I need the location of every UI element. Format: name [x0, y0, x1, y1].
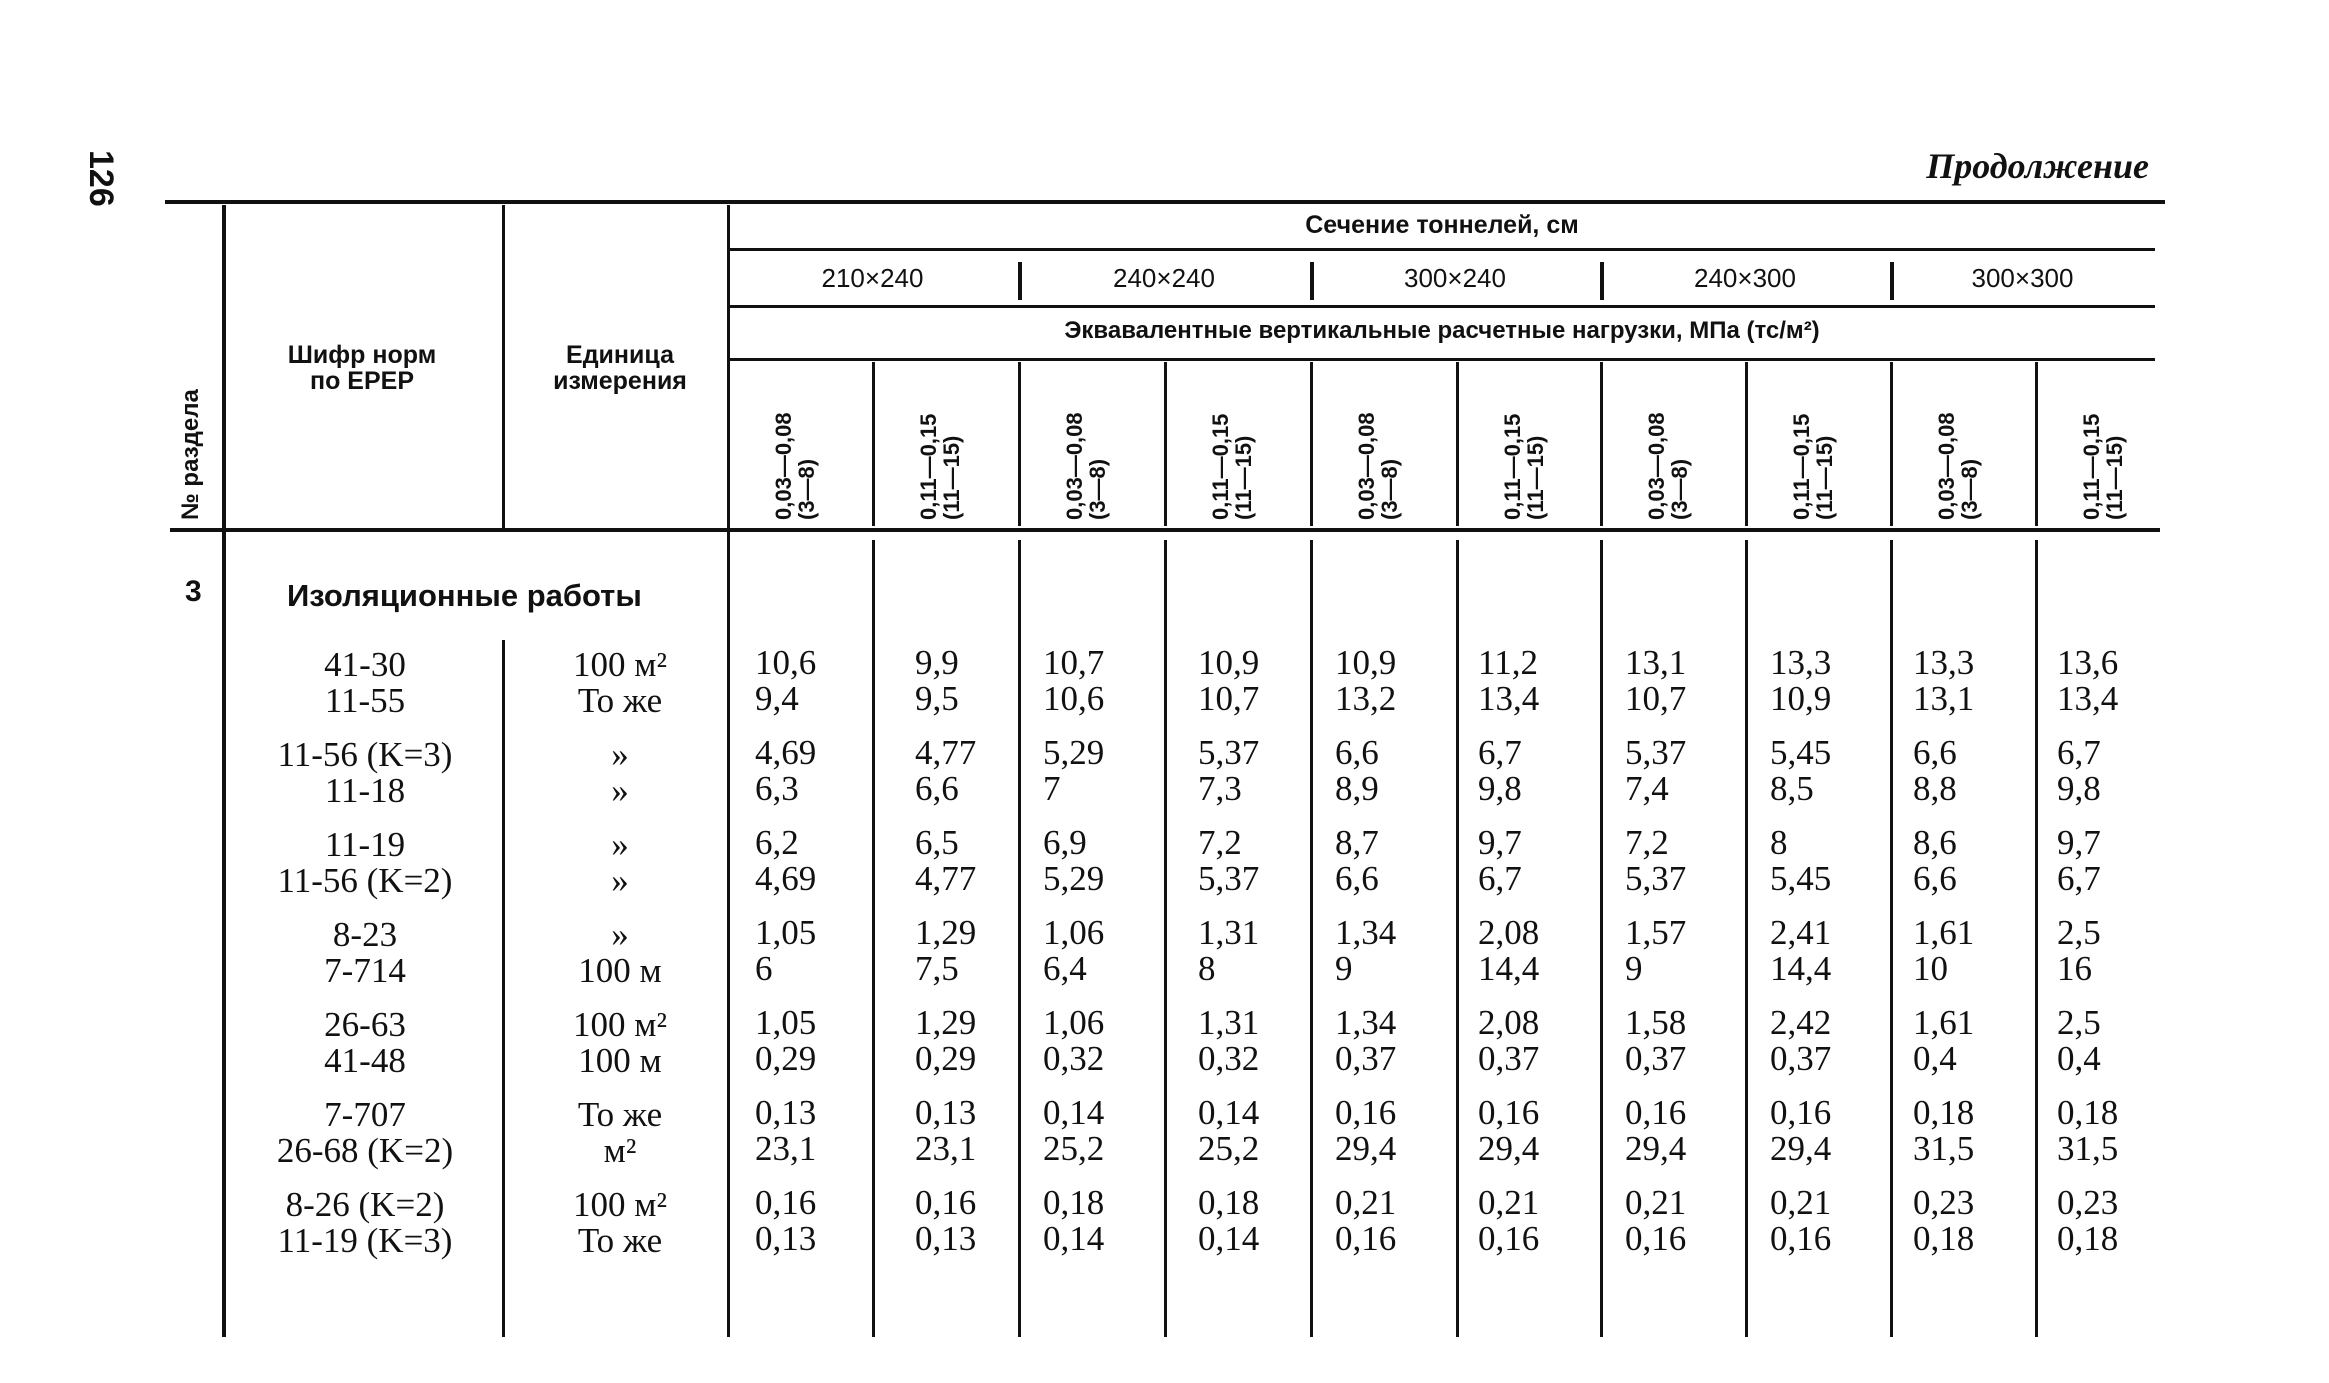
row-value: 0,16 [1770, 1219, 1832, 1258]
row-value: 1,06 [1043, 1003, 1105, 1042]
row-value: 13,3 [1770, 643, 1832, 682]
row-value: 14,4 [1478, 949, 1540, 988]
row-value: 5,29 [1043, 733, 1105, 772]
row-value: 10 [1913, 949, 1948, 988]
row-value: 5,37 [1625, 859, 1687, 898]
row-value: 1,31 [1198, 913, 1260, 952]
vrule-col-body [872, 540, 875, 1337]
row-unit: 100 м² [573, 1185, 667, 1224]
row-value: 5,45 [1770, 859, 1832, 898]
row-value: 6,7 [1478, 733, 1522, 772]
row-value: 29,4 [1625, 1129, 1687, 1168]
row-value: 1,34 [1335, 913, 1397, 952]
vrule-col [1890, 362, 1893, 526]
rule-header-bottom [170, 528, 2160, 532]
row-value: 0,16 [1335, 1093, 1397, 1132]
row-code: 11-19 [324, 825, 406, 864]
row-value: 1,29 [915, 913, 977, 952]
row-value: 5,37 [1198, 733, 1260, 772]
row-value: 14,4 [1770, 949, 1832, 988]
rule-sizes-bottom [727, 305, 2155, 308]
row-value: 2,08 [1478, 1003, 1540, 1042]
vrule-col-body [1745, 540, 1748, 1337]
row-value: 1,57 [1625, 913, 1687, 952]
vrule-code-top [502, 205, 505, 530]
vrule-col-body [1890, 540, 1893, 1337]
row-value: 5,45 [1770, 733, 1832, 772]
row-value: 0,16 [1478, 1093, 1540, 1132]
header-size: 300×240 [1404, 263, 1506, 293]
row-value: 0,16 [1625, 1219, 1687, 1258]
row-code: 7-714 [324, 951, 406, 990]
row-value: 4,77 [915, 859, 977, 898]
row-value: 31,5 [1913, 1129, 1975, 1168]
row-value: 9,9 [915, 643, 959, 682]
row-value: 0,18 [2057, 1219, 2119, 1258]
row-value: 9 [1625, 949, 1643, 988]
row-value: 8 [1198, 949, 1216, 988]
vrule-code-body [502, 640, 505, 1337]
rule-sizes-top [727, 248, 2155, 251]
row-value: 0,21 [1770, 1183, 1832, 1222]
row-unit: 100 м [578, 1041, 662, 1080]
row-value: 8,9 [1335, 769, 1379, 808]
row-value: 25,2 [1198, 1129, 1260, 1168]
row-value: 7 [1043, 769, 1061, 808]
row-value: 0,29 [755, 1039, 817, 1078]
row-value: 2,41 [1770, 913, 1832, 952]
row-value: 8,8 [1913, 769, 1957, 808]
row-value: 2,5 [2057, 1003, 2101, 1042]
vrule-col [1164, 362, 1167, 526]
row-value: 6,6 [1335, 733, 1379, 772]
row-unit: » [611, 825, 629, 864]
row-value: 31,5 [2057, 1129, 2119, 1168]
vrule-col-body [1018, 540, 1021, 1337]
row-value: 0,13 [915, 1219, 977, 1258]
row-code: 7-707 [324, 1095, 406, 1134]
row-code: 26-63 [324, 1005, 406, 1044]
header-load-range: 0,11—0,15 (11—15) [1789, 413, 1838, 520]
row-value: 0,37 [1478, 1039, 1540, 1078]
row-value: 0,14 [1198, 1093, 1260, 1132]
row-code: 11-56 (K=3) [277, 735, 453, 774]
row-value: 9,5 [915, 679, 959, 718]
row-value: 10,9 [1335, 643, 1397, 682]
row-value: 9,7 [2057, 823, 2101, 862]
row-value: 10,7 [1198, 679, 1260, 718]
continuation-label: Продолжение [1926, 146, 2149, 186]
vrule-col-body [1310, 540, 1313, 1337]
row-value: 0,4 [1913, 1039, 1957, 1078]
row-value: 0,14 [1198, 1219, 1260, 1258]
vrule-col [1456, 362, 1459, 526]
row-value: 0,32 [1198, 1039, 1260, 1078]
row-value: 0,37 [1770, 1039, 1832, 1078]
row-value: 0,16 [915, 1183, 977, 1222]
row-value: 0,37 [1625, 1039, 1687, 1078]
row-value: 0,4 [2057, 1039, 2101, 1078]
row-unit: » [611, 915, 629, 954]
row-value: 1,58 [1625, 1003, 1687, 1042]
header-load-range: 0,11—0,15 (11—15) [916, 413, 965, 520]
row-value: 0,13 [755, 1093, 817, 1132]
rule-top [165, 200, 2165, 204]
row-unit: » [611, 771, 629, 810]
row-value: 13,2 [1335, 679, 1397, 718]
header-code: Шифр норм по ЕРЕР [287, 341, 437, 396]
row-value: 7,2 [1625, 823, 1669, 862]
row-value: 2,42 [1770, 1003, 1832, 1042]
row-code: 8-26 (K=2) [285, 1185, 445, 1224]
row-value: 13,6 [2057, 643, 2119, 682]
row-value: 10,9 [1198, 643, 1260, 682]
row-value: 0,23 [2057, 1183, 2119, 1222]
row-value: 0,21 [1478, 1183, 1540, 1222]
row-value: 0,29 [915, 1039, 977, 1078]
row-value: 23,1 [755, 1129, 817, 1168]
row-value: 0,23 [1913, 1183, 1975, 1222]
row-value: 8,6 [1913, 823, 1957, 862]
row-code: 11-18 [324, 771, 406, 810]
header-section-title: Сечение тоннелей, см [1305, 211, 1579, 239]
row-value: 10,6 [1043, 679, 1105, 718]
vrule-col-body [727, 540, 730, 1337]
header-section-no: № раздела [177, 389, 204, 520]
row-value: 0,16 [1335, 1219, 1397, 1258]
row-value: 0,18 [1043, 1183, 1105, 1222]
vrule-col-body [1600, 540, 1603, 1337]
row-value: 23,1 [915, 1129, 977, 1168]
row-value: 9 [1335, 949, 1353, 988]
row-value: 5,37 [1198, 859, 1260, 898]
row-value: 2,08 [1478, 913, 1540, 952]
row-value: 6,7 [1478, 859, 1522, 898]
row-value: 0,32 [1043, 1039, 1105, 1078]
row-unit: 100 м² [573, 645, 667, 684]
row-value: 4,77 [915, 733, 977, 772]
header-load-range: 0,11—0,15 (11—15) [2079, 413, 2128, 520]
row-unit: » [611, 735, 629, 774]
row-value: 1,31 [1198, 1003, 1260, 1042]
row-value: 7,4 [1625, 769, 1669, 808]
row-value: 2,5 [2057, 913, 2101, 952]
row-value: 0,21 [1335, 1183, 1397, 1222]
header-load-range: 0,11—0,15 (11—15) [1208, 413, 1257, 520]
row-value: 6,3 [755, 769, 799, 808]
row-unit: То же [577, 681, 663, 720]
row-value: 1,29 [915, 1003, 977, 1042]
vrule-col [1600, 362, 1603, 526]
header-load-range: 0,03—0,08 (3—8) [1062, 412, 1111, 520]
row-value: 1,06 [1043, 913, 1105, 952]
row-value: 0,16 [755, 1183, 817, 1222]
vrule-col [1745, 362, 1748, 526]
vrule-col-body [1164, 540, 1167, 1337]
row-code: 41-30 [324, 645, 406, 684]
page-number: 126 [82, 150, 120, 207]
row-unit: 100 м [578, 951, 662, 990]
header-unit: Единица измерения [553, 341, 687, 396]
header-load-range: 0,03—0,08 (3—8) [771, 412, 820, 520]
row-value: 10,9 [1770, 679, 1832, 718]
row-value: 6,9 [1043, 823, 1087, 862]
row-value: 29,4 [1335, 1129, 1397, 1168]
row-value: 0,18 [1913, 1093, 1975, 1132]
row-value: 8 [1770, 823, 1788, 862]
header-loads-title: Эквавалентные вертикальные расчетные нагрузки, МПа (тс/м²) [1064, 317, 1820, 344]
row-value: 0,14 [1043, 1219, 1105, 1258]
row-value: 5,29 [1043, 859, 1105, 898]
row-value: 13,4 [2057, 679, 2119, 718]
row-code: 41-48 [324, 1041, 406, 1080]
row-code: 11-56 (K=2) [277, 861, 453, 900]
row-value: 1,05 [755, 1003, 817, 1042]
vrule-col-body [1456, 540, 1459, 1337]
row-code: 8-23 [332, 915, 398, 954]
vrule-col [2035, 362, 2038, 526]
row-value: 0,18 [2057, 1093, 2119, 1132]
header-load-range: 0,03—0,08 (3—8) [1644, 412, 1693, 520]
header-load-range: 0,03—0,08 (3—8) [1354, 412, 1403, 520]
row-value: 6,5 [915, 823, 959, 862]
row-value: 13,1 [1625, 643, 1687, 682]
header-size: 210×240 [821, 263, 924, 293]
vrule-col-body [2035, 540, 2038, 1337]
row-value: 6,6 [1913, 859, 1957, 898]
section-title: Изоляционные работы [287, 578, 642, 613]
row-value: 8,7 [1335, 823, 1379, 862]
row-value: 16 [2057, 949, 2092, 988]
row-value: 29,4 [1478, 1129, 1540, 1168]
rule-loads-bottom [727, 358, 2155, 361]
vrule-section [222, 205, 226, 1337]
row-value: 1,34 [1335, 1003, 1397, 1042]
row-code: 11-55 [324, 681, 406, 720]
row-value: 7,2 [1198, 823, 1242, 862]
row-value: 0,18 [1198, 1183, 1260, 1222]
header-size: 300×300 [1971, 263, 2074, 293]
row-value: 0,13 [915, 1093, 977, 1132]
row-unit: » [611, 861, 629, 900]
header-load-range: 0,03—0,08 (3—8) [1934, 412, 1983, 520]
row-value: 10,7 [1625, 679, 1687, 718]
row-value: 0,16 [1625, 1093, 1687, 1132]
row-value: 0,13 [755, 1219, 817, 1258]
row-value: 9,4 [755, 679, 799, 718]
row-unit: То же [577, 1221, 663, 1260]
row-value: 7,5 [915, 949, 959, 988]
row-value: 25,2 [1043, 1129, 1105, 1168]
row-value: 6,7 [2057, 733, 2101, 772]
row-value: 4,69 [755, 733, 817, 772]
row-value: 6,4 [1043, 949, 1087, 988]
header-size: 240×300 [1694, 263, 1796, 293]
row-code: 11-19 (K=3) [277, 1221, 453, 1260]
row-value: 1,05 [755, 913, 817, 952]
row-value: 0,18 [1913, 1219, 1975, 1258]
row-value: 6,2 [755, 823, 799, 862]
row-value: 10,7 [1043, 643, 1105, 682]
row-value: 13,1 [1913, 679, 1975, 718]
row-value: 6,6 [1913, 733, 1957, 772]
row-value: 9,7 [1478, 823, 1522, 862]
row-value: 1,61 [1913, 913, 1975, 952]
header-load-range: 0,11—0,15 (11—15) [1500, 413, 1549, 520]
row-value: 5,37 [1625, 733, 1687, 772]
row-value: 0,21 [1625, 1183, 1687, 1222]
row-value: 6 [755, 949, 773, 988]
row-value: 1,61 [1913, 1003, 1975, 1042]
row-value: 13,3 [1913, 643, 1975, 682]
row-unit: То же [577, 1095, 663, 1134]
row-value: 11,2 [1478, 643, 1538, 682]
row-value: 9,8 [1478, 769, 1522, 808]
vrule-col [872, 362, 875, 526]
vrule-col [1018, 362, 1021, 526]
section-number: 3 [185, 575, 202, 608]
row-value: 0,14 [1043, 1093, 1105, 1132]
row-value: 0,16 [1770, 1093, 1832, 1132]
header-size: 240×240 [1113, 263, 1215, 293]
row-unit: 100 м² [573, 1005, 667, 1044]
row-value: 6,6 [1335, 859, 1379, 898]
row-value: 0,37 [1335, 1039, 1397, 1078]
row-value: 9,8 [2057, 769, 2101, 808]
row-unit: м² [603, 1131, 637, 1170]
row-value: 4,69 [755, 859, 817, 898]
row-value: 6,7 [2057, 859, 2101, 898]
row-value: 7,3 [1198, 769, 1242, 808]
row-value: 10,6 [755, 643, 817, 682]
row-value: 6,6 [915, 769, 959, 808]
row-value: 13,4 [1478, 679, 1540, 718]
row-value: 8,5 [1770, 769, 1814, 808]
row-code: 26-68 (K=2) [276, 1131, 454, 1170]
row-value: 29,4 [1770, 1129, 1832, 1168]
row-value: 0,16 [1478, 1219, 1540, 1258]
vrule-col [1310, 362, 1313, 526]
